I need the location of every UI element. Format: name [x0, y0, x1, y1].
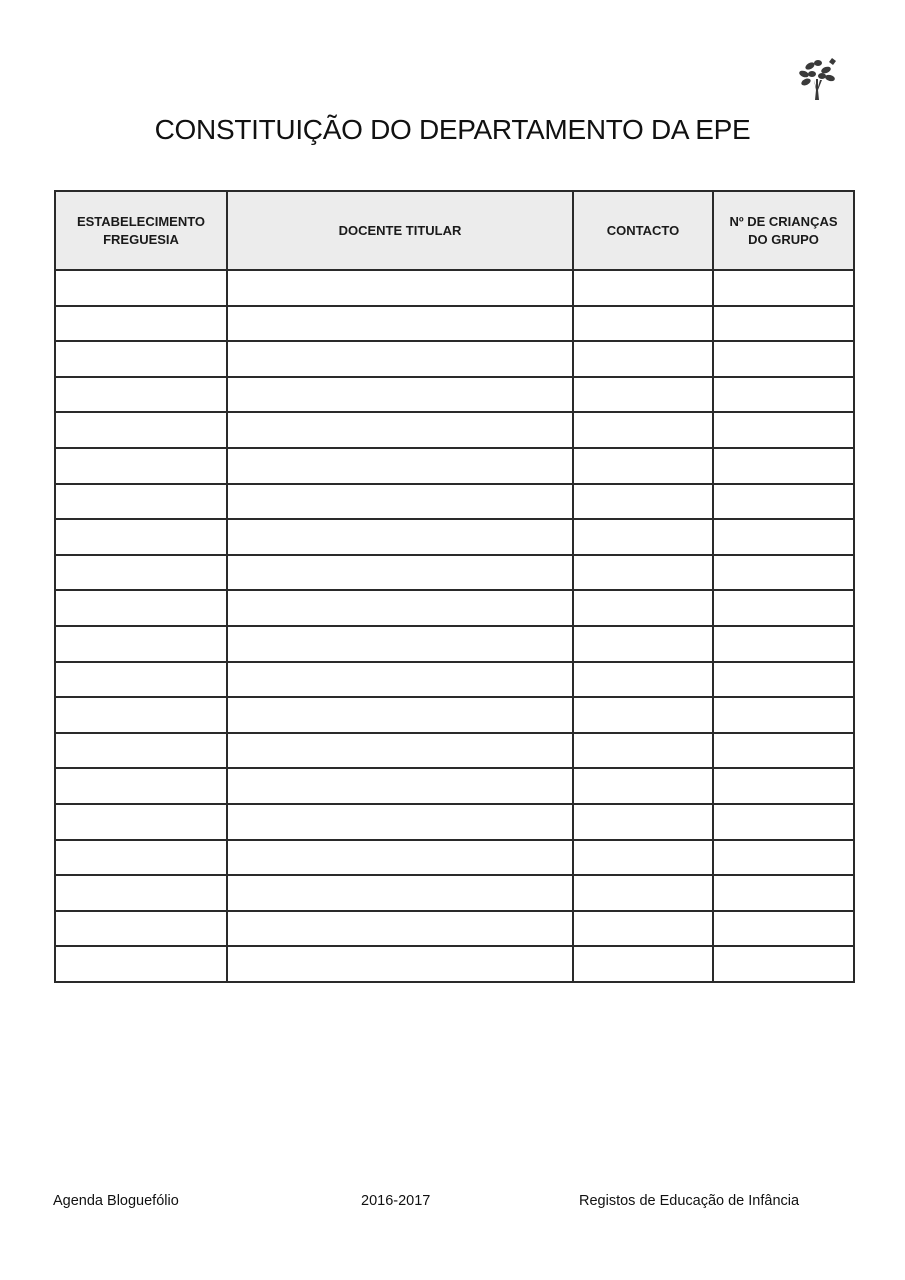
cell-contacto[interactable]	[573, 733, 713, 769]
cell-estabelecimento[interactable]	[55, 590, 227, 626]
cell-estabelecimento[interactable]	[55, 662, 227, 698]
header-docente-titular: DOCENTE TITULAR	[227, 191, 573, 270]
cell-docente[interactable]	[227, 911, 573, 947]
cell-docente[interactable]	[227, 875, 573, 911]
table-row	[55, 555, 854, 591]
cell-num-criancas[interactable]	[713, 662, 854, 698]
cell-docente[interactable]	[227, 662, 573, 698]
cell-num-criancas[interactable]	[713, 377, 854, 413]
cell-docente[interactable]	[227, 484, 573, 520]
cell-num-criancas[interactable]	[713, 484, 854, 520]
cell-contacto[interactable]	[573, 840, 713, 876]
cell-estabelecimento[interactable]	[55, 733, 227, 769]
cell-contacto[interactable]	[573, 306, 713, 342]
cell-estabelecimento[interactable]	[55, 519, 227, 555]
cell-num-criancas[interactable]	[713, 697, 854, 733]
table-row	[55, 840, 854, 876]
cell-estabelecimento[interactable]	[55, 768, 227, 804]
cell-contacto[interactable]	[573, 341, 713, 377]
table-row	[55, 626, 854, 662]
table-row	[55, 697, 854, 733]
department-table	[54, 190, 855, 983]
cell-contacto[interactable]	[573, 590, 713, 626]
cell-docente[interactable]	[227, 946, 573, 982]
table-row	[55, 662, 854, 698]
cell-docente[interactable]	[227, 412, 573, 448]
cell-estabelecimento[interactable]	[55, 412, 227, 448]
cell-estabelecimento[interactable]	[55, 875, 227, 911]
cell-estabelecimento[interactable]	[55, 840, 227, 876]
cell-num-criancas[interactable]	[713, 875, 854, 911]
table-row	[55, 768, 854, 804]
table-row	[55, 946, 854, 982]
cell-estabelecimento[interactable]	[55, 306, 227, 342]
cell-contacto[interactable]	[573, 484, 713, 520]
footer-center: 2016-2017	[361, 1193, 431, 1209]
cell-estabelecimento[interactable]	[55, 377, 227, 413]
cell-num-criancas[interactable]	[713, 341, 854, 377]
cell-docente[interactable]	[227, 377, 573, 413]
table-row	[55, 804, 854, 840]
cell-num-criancas[interactable]	[713, 804, 854, 840]
header-estabelecimento: ESTABELECIMENTO FREGUESIA	[55, 191, 227, 270]
cell-num-criancas[interactable]	[713, 306, 854, 342]
cell-num-criancas[interactable]	[713, 911, 854, 947]
cell-docente[interactable]	[227, 448, 573, 484]
cell-contacto[interactable]	[573, 946, 713, 982]
table-row	[55, 733, 854, 769]
cell-num-criancas[interactable]	[713, 555, 854, 591]
table-row	[55, 484, 854, 520]
header-contacto: CONTACTO	[573, 191, 713, 270]
cell-estabelecimento[interactable]	[55, 626, 227, 662]
cell-num-criancas[interactable]	[713, 840, 854, 876]
cell-estabelecimento[interactable]	[55, 270, 227, 306]
cell-estabelecimento[interactable]	[55, 804, 227, 840]
header-num-criancas: Nº DE CRIANÇAS DO GRUPO	[713, 191, 854, 270]
table-row	[55, 590, 854, 626]
cell-docente[interactable]	[227, 804, 573, 840]
cell-num-criancas[interactable]	[713, 768, 854, 804]
cell-contacto[interactable]	[573, 555, 713, 591]
cell-contacto[interactable]	[573, 377, 713, 413]
cell-estabelecimento[interactable]	[55, 341, 227, 377]
cell-estabelecimento[interactable]	[55, 697, 227, 733]
table-row	[55, 377, 854, 413]
cell-contacto[interactable]	[573, 270, 713, 306]
cell-docente[interactable]	[227, 840, 573, 876]
footer-right: Registos de Educação de Infância	[579, 1193, 800, 1209]
cell-docente[interactable]	[227, 590, 573, 626]
cell-estabelecimento[interactable]	[55, 484, 227, 520]
cell-num-criancas[interactable]	[713, 412, 854, 448]
cell-contacto[interactable]	[573, 626, 713, 662]
table-row	[55, 875, 854, 911]
cell-contacto[interactable]	[573, 804, 713, 840]
cell-num-criancas[interactable]	[713, 448, 854, 484]
cell-contacto[interactable]	[573, 662, 713, 698]
page-title: CONSTITUIÇÃO DO DEPARTAMENTO DA EPE	[154, 114, 751, 145]
cell-contacto[interactable]	[573, 519, 713, 555]
cell-num-criancas[interactable]	[713, 733, 854, 769]
cell-docente[interactable]	[227, 341, 573, 377]
cell-num-criancas[interactable]	[713, 519, 854, 555]
cell-docente[interactable]	[227, 697, 573, 733]
cell-contacto[interactable]	[573, 875, 713, 911]
cell-docente[interactable]	[227, 768, 573, 804]
cell-docente[interactable]	[227, 626, 573, 662]
cell-num-criancas[interactable]	[713, 590, 854, 626]
cell-contacto[interactable]	[573, 768, 713, 804]
cell-num-criancas[interactable]	[713, 626, 854, 662]
cell-docente[interactable]	[227, 519, 573, 555]
cell-docente[interactable]	[227, 733, 573, 769]
cell-num-criancas[interactable]	[713, 270, 854, 306]
footer-left: Agenda Bloguefólio	[53, 1193, 179, 1209]
cell-estabelecimento[interactable]	[55, 911, 227, 947]
table-row	[55, 341, 854, 377]
cell-docente[interactable]	[227, 555, 573, 591]
table-row	[55, 270, 854, 306]
table-row	[55, 911, 854, 947]
table-row	[55, 519, 854, 555]
table-row	[55, 306, 854, 342]
cell-num-criancas[interactable]	[713, 946, 854, 982]
cell-estabelecimento[interactable]	[55, 555, 227, 591]
cell-docente[interactable]	[227, 306, 573, 342]
cell-estabelecimento[interactable]	[55, 448, 227, 484]
tree-hand-logo-icon	[796, 54, 840, 102]
cell-contacto[interactable]	[573, 911, 713, 947]
table-row	[55, 412, 854, 448]
cell-contacto[interactable]	[573, 697, 713, 733]
table-header-row	[55, 191, 854, 270]
table-row	[55, 448, 854, 484]
cell-contacto[interactable]	[573, 448, 713, 484]
cell-docente[interactable]	[227, 270, 573, 306]
cell-contacto[interactable]	[573, 412, 713, 448]
cell-estabelecimento[interactable]	[55, 946, 227, 982]
